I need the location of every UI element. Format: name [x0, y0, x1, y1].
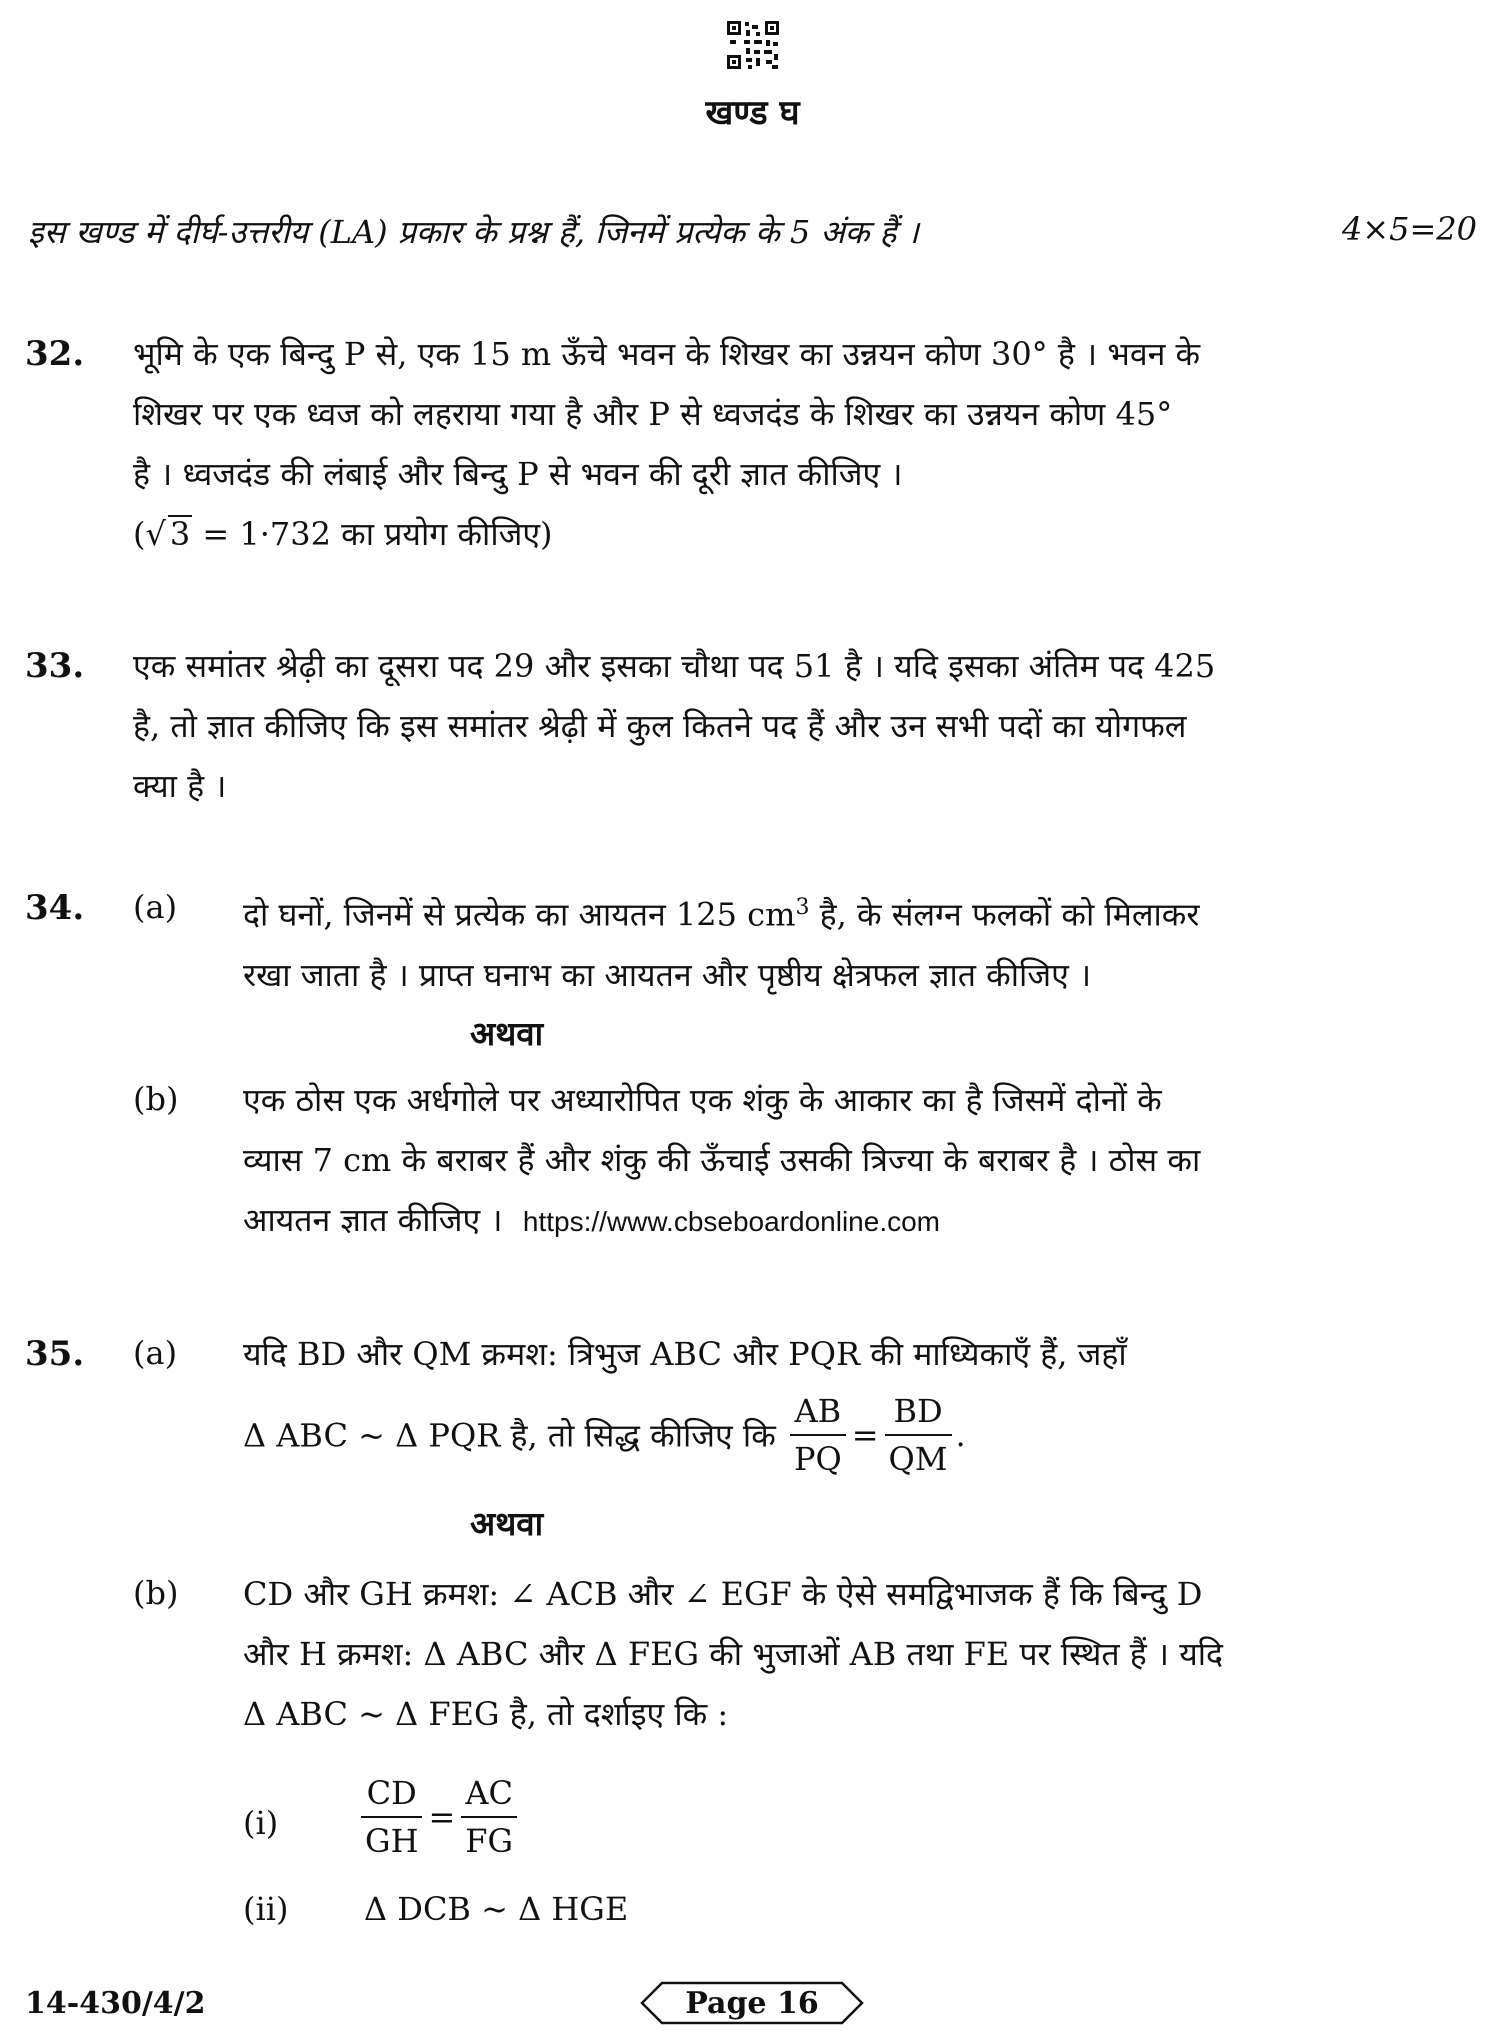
question-34a-line: रखा जाता है । प्राप्त घनाभ का आयतन और पृष्ठीय क्षेत्रफल ज्ञात कीजिए ।: [243, 955, 1092, 994]
sub-part-i-expression: $\frac{CD}{GH}$ = $\frac{AC}{FG}$: [357, 1770, 521, 1864]
question-35b-text: [243, 1564, 1403, 1744]
hint-rest: = 1·732 का प्रयोग कीजिए): [192, 515, 553, 553]
paper-code: 14-430/4/2: [25, 1986, 206, 2021]
or-separator: अथवा: [470, 1504, 544, 1543]
question-35b-line: Δ ABC ~ Δ FEG है, तो दर्शाइए कि :: [243, 1695, 729, 1733]
question-34b-line: व्यास 7 cm के बराबर हैं और शंकु की ऊँचाई उसकी त्रिज्या के बराबर है । ठोस का: [243, 1141, 1201, 1179]
question-34b-line: आयतन ज्ञात कीजिए । https://www.cbseboardonline.com: [243, 1201, 940, 1239]
fraction-cd-gh: $\frac{CD}{GH}$: [361, 1770, 422, 1864]
question-number-32: 32.: [25, 334, 85, 374]
sqrt-radicand: 3: [169, 515, 191, 553]
part-label-a: (a): [133, 1334, 178, 1372]
sub-part-label-ii: (ii): [243, 1890, 289, 1928]
question-32-line: भूमि के एक बिन्दु P से, एक 15 m ऊँचे भवन के शिखर का उन्नयन कोण 30° है । भवन के: [133, 335, 1201, 373]
page-number: Page 16: [685, 1985, 819, 2021]
fraction-bd-qm: $\frac{BD}{QM}$: [885, 1388, 952, 1482]
hint-open-paren: (: [133, 515, 146, 553]
question-number-34: 34.: [25, 888, 85, 928]
question-35b-line: और H क्रमश: Δ ABC और Δ FEG की भुजाओं AB तथा FE पर स्थित हैं । यदि: [243, 1635, 1224, 1673]
fraction-ab-pq: $\frac{AB}{PQ}$: [790, 1388, 846, 1482]
question-34a-line: दो घनों, जिनमें से प्रत्येक का आयतन 125 $cm^3$ है, के संलग्न फलकों को मिलाकर: [243, 895, 1200, 934]
part-label-b: (b): [133, 1080, 179, 1118]
question-number-33: 33.: [25, 646, 85, 686]
source-url: https://www.cbseboardonline.com: [522, 1206, 940, 1237]
question-32-text: [133, 324, 1403, 564]
question-32-line: है । ध्वजदंड की लंबाई और बिन्दु P से भवन की दूरी ज्ञात कीजिए ।: [133, 455, 903, 493]
question-35a-line: यदि BD और QM क्रमश: त्रिभुज ABC और PQR की माध्यिकाएँ हैं, जहाँ: [243, 1335, 1127, 1373]
section-instruction: इस खण्ड में दीर्घ-उत्तरीय (LA) प्रकार के प्रश्न हैं, जिनमें प्रत्येक के 5 अंक हैं ।: [28, 213, 919, 251]
question-34b-line: एक ठोस एक अर्धगोले पर अध्यारोपित एक शंकु के आकार का है जिसमें दोनों के: [243, 1081, 1162, 1119]
question-33-line: क्या है ।: [133, 767, 227, 805]
question-35a-text: [243, 1324, 1403, 1384]
question-33-text: [133, 636, 1403, 816]
or-separator: अथवा: [470, 1014, 544, 1053]
question-33-line: एक समांतर श्रेढ़ी का दूसरा पद 29 और इसका चौथा पद 51 है । यदि इसका अंतिम पद 425: [133, 647, 1216, 685]
sub-part-label-i: (i): [243, 1804, 279, 1842]
sub-part-ii-expression: Δ DCB ~ Δ HGE: [364, 1890, 629, 1928]
question-33-line: है, तो ज्ञात कीजिए कि इस समांतर श्रेढ़ी में कुल कितने पद हैं और उन सभी पदों का योगफल: [133, 707, 1187, 745]
sqrt-symbol: √: [145, 515, 166, 553]
part-label-a: (a): [133, 888, 178, 926]
question-number-35: 35.: [25, 1334, 85, 1374]
marks-total: 4×5=20: [1341, 210, 1477, 248]
fraction-ac-fg: $\frac{AC}{FG}$: [461, 1770, 517, 1864]
question-34b-text: [243, 1070, 1403, 1252]
section-title: खण्ड घ: [705, 93, 800, 133]
question-32-line: शिखर पर एक ध्वज को लहराया गया है और P से ध्वजदंड के शिखर का उन्नयन कोण 45°: [133, 395, 1173, 433]
question-35b-line: CD और GH क्रमश: ∠ ACB और ∠ EGF के ऐसे समद्विभाजक हैं कि बिन्दु D: [243, 1575, 1203, 1613]
question-32-hint: [133, 504, 1403, 564]
qr-code: [726, 20, 780, 70]
question-34a-text: [243, 878, 1403, 1005]
question-35a-proof-line: Δ ABC ~ Δ PQR है, तो सिद्ध कीजिए कि $\frac{AB}{PQ}$ = $\frac{BD}{QM}$ .: [243, 1388, 966, 1482]
part-label-b: (b): [133, 1574, 179, 1612]
